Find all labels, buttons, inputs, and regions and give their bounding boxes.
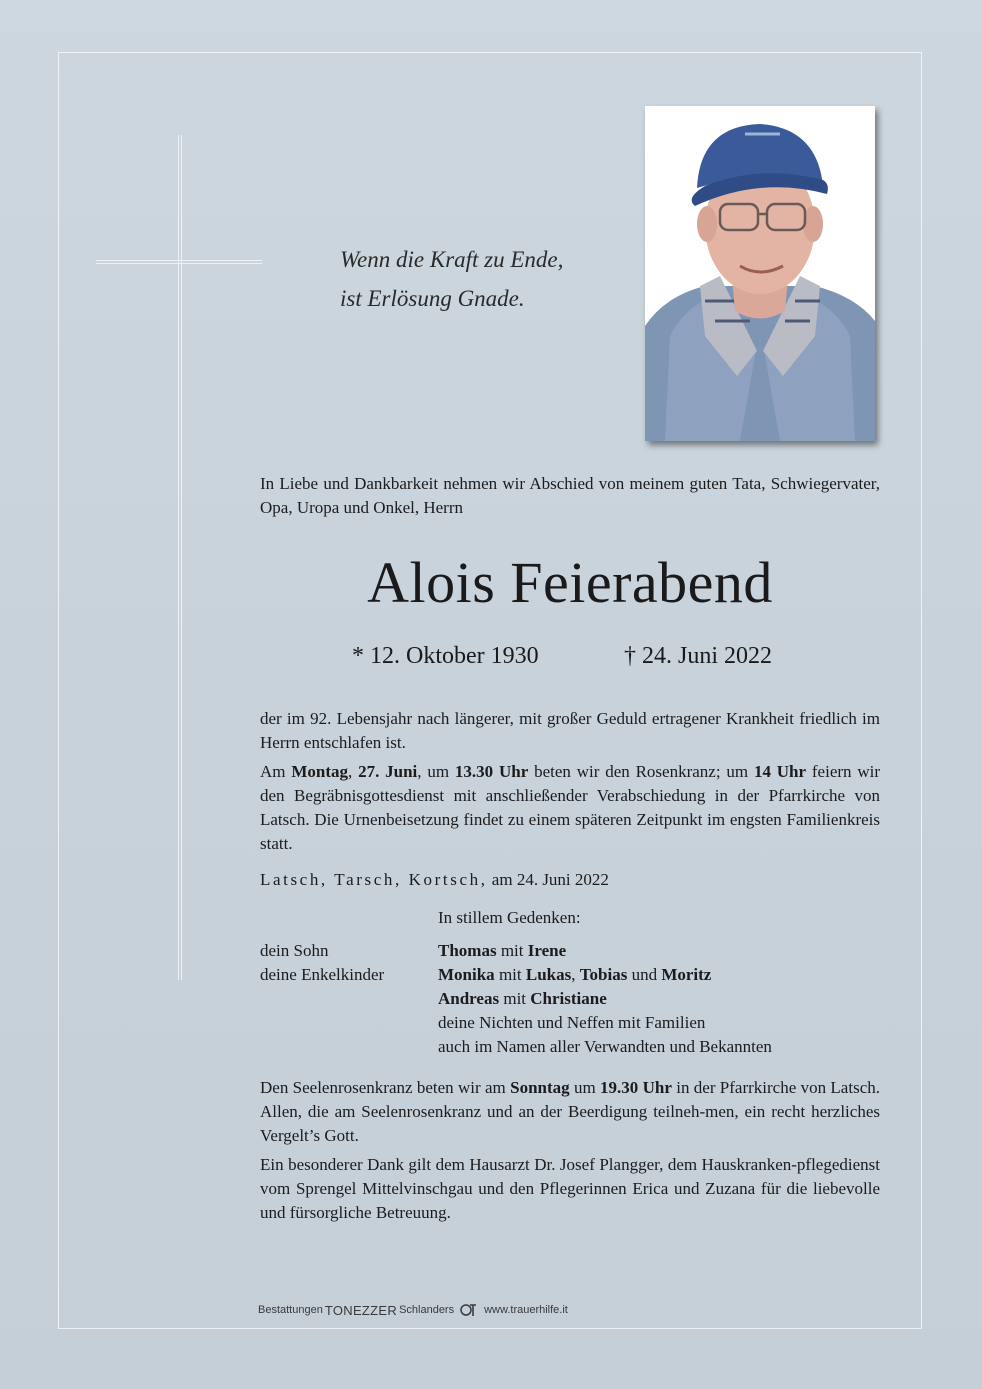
bold-text: 14 Uhr	[753, 762, 807, 781]
bold-text: Sonntag	[510, 1078, 570, 1097]
mourners-list	[438, 939, 772, 1059]
place-towns: Latsch, Tarsch, Kortsch,	[260, 870, 488, 889]
bold-text: 27. Juni	[358, 762, 418, 781]
place-date: am 24. Juni 2022	[487, 870, 609, 889]
bold-text: Tobias	[579, 965, 628, 984]
passing-paragraph: der im 92. Lebensjahr nach längerer, mit großer Geduld ertragener Krankheit friedlich im Herrn entschlafen ist.	[260, 709, 880, 752]
bold-text: Lukas	[525, 965, 572, 984]
quote-line-1: Wenn die Kraft zu Ende,	[340, 247, 564, 272]
place-date-line	[260, 868, 880, 892]
bold-text: 13.30 Uhr	[454, 762, 529, 781]
cross-icon-horizontal	[96, 260, 262, 264]
footer	[258, 1302, 568, 1318]
footer-brand: TONEZZER	[324, 1302, 398, 1318]
bold-text: Andreas	[438, 989, 500, 1008]
bold-text: Moritz	[661, 965, 712, 984]
bold-text: Thomas	[438, 941, 497, 960]
mourner-line: Monika mit Lukas, Tobias und Moritz	[438, 965, 712, 984]
mourner-line: Andreas mit Christiane	[438, 989, 607, 1008]
footer-prefix: Bestattungen	[258, 1304, 323, 1316]
deceased-name: Alois Feierabend	[367, 550, 773, 615]
footer-suffix: Schlanders	[399, 1304, 455, 1316]
bold-text: Montag	[291, 762, 348, 781]
footer-website[interactable]: www.trauerhilfe.it	[484, 1304, 568, 1316]
funeral-paragraph: Am Montag, 27. Juni, um 13.30 Uhr beten wir den Rosenkranz; um 14 Uhr feiern wir den Begräbnisgottesdienst mit anschließender Verabschiedung in der Pfarrkirche von Latsch. Die Urnenbeisetzung findet zu einem späteren Zeitpunkt im engsten Familienkreis statt.	[260, 762, 881, 853]
mourner-line: auch im Namen aller Verwandten und Bekannten	[438, 1037, 772, 1056]
trauerhilfe-logo-icon	[460, 1302, 478, 1318]
bold-text: Monika	[438, 965, 495, 984]
bold-text: Irene	[527, 941, 567, 960]
rosary-paragraph: Den Seelenrosenkranz beten wir am Sonntag um 19.30 Uhr in der Pfarrkirche von Latsch. Allen, die am Seelenrosenkranz und an der Beerdigung teilneh-men, ein recht herzliches Vergelt’s Gott.	[260, 1078, 880, 1145]
birth-date: * 12. Oktober 1930	[352, 643, 539, 669]
bold-text: 19.30 Uhr	[600, 1078, 672, 1097]
thanks-paragraph: Ein besonderer Dank gilt dem Hausarzt Dr. Josef Plangger, dem Hauskranken-pflegedienst vom Sprengel Mittelvinschgau und den Pflegerinnen Erica und Zuzana für die liebevolle und fürsorgliche Betreuung.	[260, 1155, 880, 1222]
life-dates	[260, 643, 880, 675]
death-date: † 24. Juni 2022	[624, 643, 773, 669]
relation-label: dein Sohn	[260, 941, 329, 960]
relation-label: deine Enkelkinder	[260, 965, 385, 984]
mourner-line: Thomas mit Irene	[438, 941, 567, 960]
bold-text: Christiane	[530, 989, 607, 1008]
intro-text: In Liebe und Dankbarkeit nehmen wir Abschied von meinem guten Tata, Schwiegervater, Opa, Uropa und Onkel, Herrn	[260, 474, 880, 517]
mourner-line: deine Nichten und Neffen mit Familien	[438, 1013, 706, 1032]
quote-line-2: ist Erlösung Gnade.	[340, 286, 525, 311]
portrait-icon	[645, 106, 875, 441]
in-memory-heading: In stillem Gedenken:	[438, 908, 581, 927]
memorial-quote	[340, 240, 620, 318]
portrait-photo	[645, 106, 875, 441]
